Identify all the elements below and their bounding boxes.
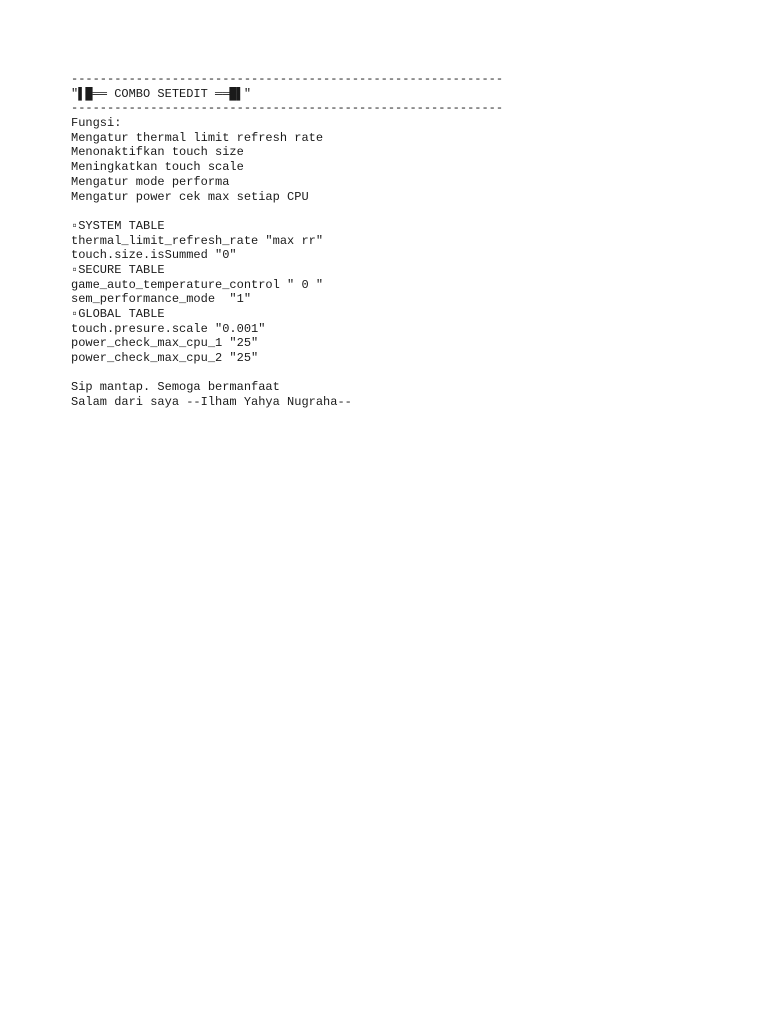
blank-line xyxy=(71,366,503,381)
system-table-entry: touch.size.isSummed "0" xyxy=(71,248,237,263)
secure-table-entry: game_auto_temperature_control " 0 " xyxy=(71,277,324,292)
global-table-heading: ▫GLOBAL TABLE xyxy=(71,307,165,321)
secure-table-entry: sem_performance_mode "1" xyxy=(71,292,252,307)
signature-line: Salam dari saya --Ilham Yahya Nugraha-- xyxy=(71,395,352,410)
functions-heading: Fungsi: xyxy=(71,116,122,131)
system-table-entry: thermal_limit_refresh_rate "max rr" xyxy=(71,233,324,248)
document-text xyxy=(71,72,503,410)
function-item: Mengatur mode performa xyxy=(71,174,230,189)
global-table-entry: power_check_max_cpu_1 "25" xyxy=(71,336,259,351)
separator-line: ------------------------------------------------------------ xyxy=(71,101,504,116)
global-table-entry: power_check_max_cpu_2 "25" xyxy=(71,351,259,366)
global-table-entry: touch.presure.scale "0.001" xyxy=(71,321,266,336)
function-item: Menonaktifkan touch size xyxy=(71,145,244,160)
function-item: Mengatur power cek max setiap CPU xyxy=(71,189,309,204)
header-title: "▌█══ COMBO SETEDIT ══█▌" xyxy=(71,86,252,101)
system-table-heading: ▫SYSTEM TABLE xyxy=(71,218,165,233)
function-item: Mengatur thermal limit refresh rate xyxy=(71,130,324,145)
closing-line: Sip mantap. Semoga bermanfaat xyxy=(71,380,280,395)
function-item: Meningkatkan touch scale xyxy=(71,160,244,175)
secure-table-heading: ▫SECURE TABLE xyxy=(71,262,165,277)
blank-line xyxy=(71,204,503,219)
separator-line: ------------------------------------------------------------ xyxy=(71,72,504,86)
